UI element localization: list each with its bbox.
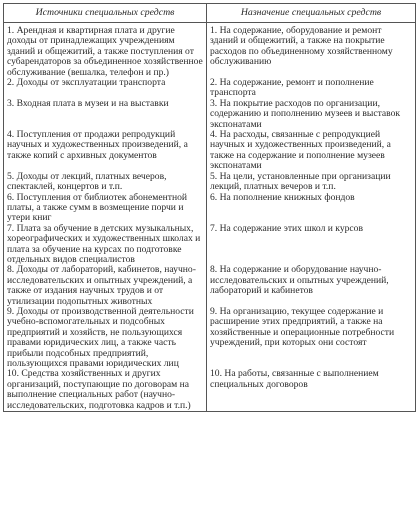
source-cell: 9. Доходы от производственной деятельности учебно-вспомогательных и подсобных предприятий и хозяйств, не пользующихся правами юридических лиц, а также часть прибыли подсобных предприятий, пользующихся правами юридических лиц [4,307,207,369]
purpose-cell: 5. На цели, установленные при организации лекций, платных вечеров и т.п. [207,172,416,193]
source-cell: 2. Доходы от эксплуатации транспорта [4,78,207,99]
table-row [4,99,416,130]
table-row [4,193,416,224]
table-row [4,307,416,369]
source-cell: 3. Входная плата в музеи и на выставки [4,99,207,130]
source-cell: 7. Плата за обучение в детских музыкальных, хореографических и художественных школах и плата за обучение на курсах по подготовке отдельных видов специалистов [4,224,207,266]
table-row [4,224,416,266]
table-row [4,172,416,193]
table-row [4,23,416,79]
table-header-row [4,4,416,23]
table-row [4,265,416,307]
source-cell: 8. Доходы от лабораторий, кабинетов, научно-исследовательских и опытных учреждений, а также от издания научных трудов и от утилизации подопытных животных [4,265,207,307]
purpose-cell: 3. На покрытие расходов по организации, содержанию и пополнению музеев и выставок экспонатами [207,99,416,130]
purpose-cell: 6. На пополнение книжных фондов [207,193,416,224]
source-cell: 1. Арендная и квартирная плата и другие доходы от принадлежащих учреждениям зданий и общежитий, а также поступления от субарендаторов за объединенное хозяйственное обслуживание (вешалка, телефон и пр.) [4,23,207,79]
source-cell: 5. Доходы от лекций, платных вечеров, спектаклей, концертов и т.п. [4,172,207,193]
purpose-cell: 2. На содержание, ремонт и пополнение транспорта [207,78,416,99]
special-funds-table [3,3,416,412]
purpose-cell: 7. На содержание этих школ и курсов [207,224,416,266]
header-purpose: Назначение специальных средств [207,4,416,23]
purpose-cell: 9. На организацию, текущее содержание и расширение этих предприятий, а также на хозяйственные и операционные потребности учреждений, при которых они состоят [207,307,416,369]
purpose-cell: 10. На работы, связанные с выполнением специальных договоров [207,369,416,411]
header-sources: Источники специальных средств [4,4,207,23]
source-cell: 4. Поступления от продажи репродукций научных и художественных произведений, а также копий с архивных документов [4,130,207,172]
source-cell: 6. Поступления от библиотек абонементной платы, а также сумм в возмещение порчи и утери книг [4,193,207,224]
purpose-cell: 4. На расходы, связанные с репродукцией научных и художественных произведений, а также на содержание и пополнение музеев экспонатами [207,130,416,172]
table-row [4,78,416,99]
source-cell: 10. Средства хозяйственных и других организаций, поступающие по договорам на выполнение специальных работ (научно-исследовательских, подготовка кадров и т.п.) [4,369,207,411]
table-row [4,369,416,411]
purpose-cell: 8. На содержание и оборудование научно-исследовательских и опытных учреждений, лабораторий и кабинетов [207,265,416,307]
table-row [4,130,416,172]
purpose-cell: 1. На содержание, оборудование и ремонт зданий и общежитий, а также на покрытие расходов по объединенному хозяйственному обслуживанию [207,23,416,79]
